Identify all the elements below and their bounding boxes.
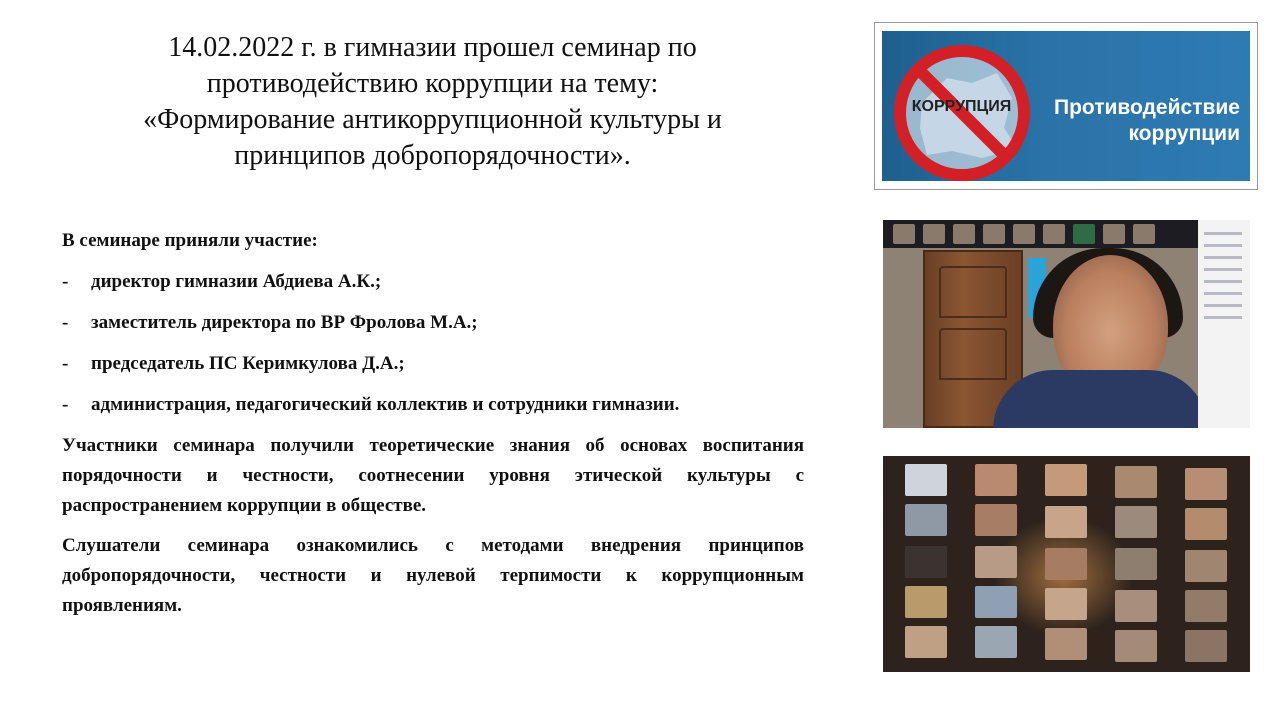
- participant-text: администрация, педагогический коллектив и сотрудники гимназии.: [91, 394, 680, 415]
- gallery-tile: [1045, 628, 1087, 660]
- panel-line: [1204, 316, 1242, 319]
- dash-bullet: -: [62, 394, 69, 415]
- paragraph-knowledge: Участники семинара получили теоретические знания об основах воспитания порядочности и честности, соотнесении уровня этической культуры с распространением коррупции в обществе.: [62, 435, 804, 516]
- door-panel: [939, 328, 1007, 380]
- photo-participants-panel: [1198, 220, 1250, 428]
- anti-corruption-banner: [874, 22, 1258, 190]
- paragraph-methods: Слушатели семинара ознакомились с методами внедрения принципов добропорядочности, честности и нулевой терпимости к коррупционным проявлениям.: [62, 535, 804, 616]
- title-line: противодействию коррупции на тему:: [206, 68, 659, 99]
- page-title: [60, 30, 805, 174]
- sign-word: КОРРУПЦИЯ: [911, 98, 1012, 115]
- dash-bullet: -: [62, 271, 69, 292]
- gallery-tile: [1045, 506, 1087, 538]
- gallery-tile: [1185, 508, 1227, 540]
- photo-person-body: [993, 370, 1208, 428]
- thumbnail: [1103, 224, 1125, 244]
- gallery-tile: [975, 546, 1017, 578]
- gallery-tile: [1185, 468, 1227, 500]
- gallery-tile: [1045, 548, 1087, 580]
- gallery-tile: [905, 626, 947, 658]
- banner-image: [882, 31, 1250, 181]
- thumbnail: [1073, 224, 1095, 244]
- video-call-gallery-photo: [883, 456, 1250, 672]
- dash-bullet: -: [62, 353, 69, 374]
- thumbnail: [923, 224, 945, 244]
- panel-line: [1204, 244, 1242, 247]
- title-line: «Формирование антикоррупционной культуры и: [143, 104, 722, 135]
- video-call-speaker-photo: [883, 220, 1250, 428]
- gallery-tile: [975, 586, 1017, 618]
- panel-line: [1204, 268, 1242, 271]
- participants-list: [62, 267, 804, 420]
- gallery-tile: [975, 504, 1017, 536]
- gallery-tile: [1185, 590, 1227, 622]
- gallery-tile: [1185, 630, 1227, 662]
- banner-title-line: Противодействие: [1054, 96, 1240, 119]
- article-body: [62, 226, 804, 631]
- participant-item: [62, 267, 804, 297]
- gallery-tile: [975, 626, 1017, 658]
- participant-text: заместитель директора по ВР Фролова М.А.;: [91, 312, 478, 333]
- title-line: 14.02.2022 г. в гимназии прошел семинар по: [168, 32, 697, 63]
- photo-thumbnail-strip: [883, 220, 1250, 248]
- gallery-tile: [975, 464, 1017, 496]
- thumbnail: [1013, 224, 1035, 244]
- participant-item: [62, 308, 804, 338]
- gallery-tile: [1185, 550, 1227, 582]
- participant-text: председатель ПС Керимкулова Д.А.;: [91, 353, 405, 374]
- panel-line: [1204, 292, 1242, 295]
- gallery-tile: [905, 504, 947, 536]
- banner-title: [1020, 95, 1240, 147]
- gallery-tile: [1115, 630, 1157, 662]
- thumbnail: [1043, 224, 1065, 244]
- gallery-tile: [905, 464, 947, 496]
- gallery-tile: [905, 546, 947, 578]
- participants-intro: В семинаре приняли участие:: [62, 230, 318, 251]
- panel-line: [1204, 256, 1242, 259]
- participant-item: [62, 390, 804, 420]
- panel-line: [1204, 304, 1242, 307]
- gallery-tile: [1045, 588, 1087, 620]
- thumbnail: [893, 224, 915, 244]
- panel-line: [1204, 280, 1242, 283]
- door-panel: [939, 266, 1007, 318]
- gallery-tile: [1115, 506, 1157, 538]
- gallery-tile: [1045, 464, 1087, 496]
- gallery-tile: [905, 586, 947, 618]
- dash-bullet: -: [62, 312, 69, 333]
- panel-line: [1204, 232, 1242, 235]
- banner-title-line: коррупции: [1128, 122, 1240, 145]
- participant-text: директор гимназии Абдиева А.К.;: [91, 271, 382, 292]
- gallery-tile: [1115, 548, 1157, 580]
- thumbnail: [953, 224, 975, 244]
- gallery-tile: [1115, 466, 1157, 498]
- thumbnail: [983, 224, 1005, 244]
- participant-item: [62, 349, 804, 379]
- title-line: принципов добропорядочности».: [234, 140, 631, 171]
- gallery-tile: [1115, 590, 1157, 622]
- thumbnail: [1133, 224, 1155, 244]
